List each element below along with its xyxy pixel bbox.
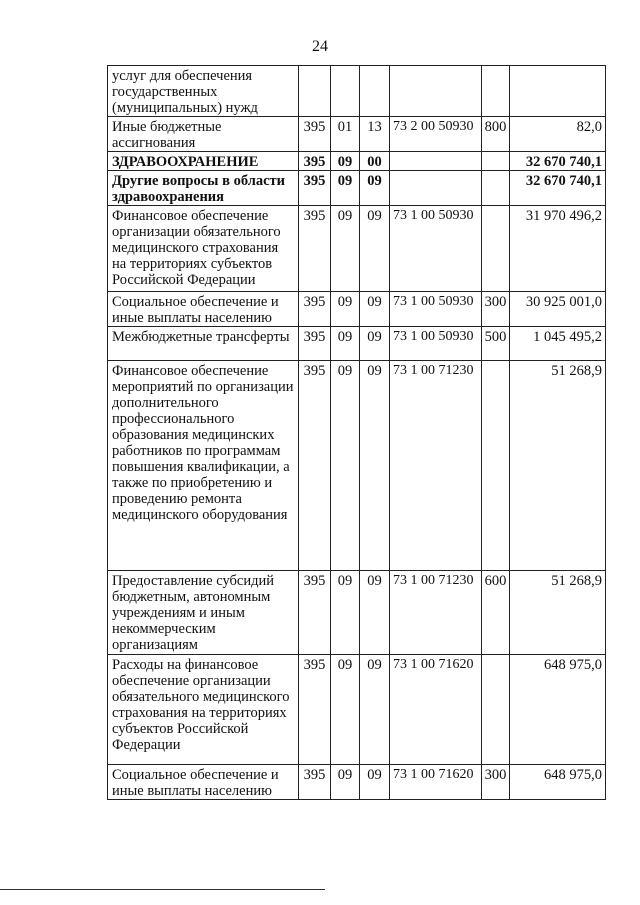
section-code-cell: 09	[331, 655, 360, 765]
amount-cell: 648 975,0	[510, 765, 606, 800]
admin-code-cell: 395	[299, 655, 331, 765]
row-name-cell: ЗДРАВООХРАНЕНИЕ	[108, 152, 299, 171]
target-article-cell: 73 1 00 71230	[390, 361, 482, 571]
expense-type-cell	[482, 152, 510, 171]
amount-cell: 51 268,9	[510, 361, 606, 571]
admin-code-cell: 395	[299, 327, 331, 361]
subsection-code-cell: 09	[360, 171, 390, 206]
amount-cell: 648 975,0	[510, 655, 606, 765]
amount-cell: 32 670 740,1	[510, 171, 606, 206]
row-name-cell: Расходы на финансовое обеспечение организации обязательного медицинского страхования на территориях субъектов Российской Федерации	[108, 655, 299, 765]
subsection-code-cell: 09	[360, 655, 390, 765]
section-code-cell	[331, 66, 360, 117]
target-article-cell: 73 1 00 71620	[390, 765, 482, 800]
subsection-code-cell: 09	[360, 571, 390, 655]
amount-cell	[510, 66, 606, 117]
table-row	[108, 152, 606, 171]
amount-cell: 1 045 495,2	[510, 327, 606, 361]
subsection-code-cell	[360, 66, 390, 117]
row-name-cell: Межбюджетные трансферты	[108, 327, 299, 361]
table-row	[108, 206, 606, 292]
amount-cell: 31 970 496,2	[510, 206, 606, 292]
subsection-code-cell: 09	[360, 765, 390, 800]
expense-type-cell: 300	[482, 292, 510, 327]
section-code-cell: 09	[331, 571, 360, 655]
table-row	[108, 655, 606, 765]
row-name-cell: Финансовое обеспечение организации обязательного медицинского страхования на территориях субъектов Российской Федерации	[108, 206, 299, 292]
target-article-cell	[390, 171, 482, 206]
expense-type-cell: 300	[482, 765, 510, 800]
table-row	[108, 66, 606, 117]
table-row	[108, 765, 606, 800]
section-code-cell: 09	[331, 206, 360, 292]
admin-code-cell: 395	[299, 292, 331, 327]
budget-table	[107, 65, 606, 800]
row-name-cell: Социальное обеспечение и иные выплаты населению	[108, 765, 299, 800]
table-row	[108, 327, 606, 361]
admin-code-cell: 395	[299, 361, 331, 571]
expense-type-cell	[482, 66, 510, 117]
admin-code-cell: 395	[299, 206, 331, 292]
target-article-cell	[390, 152, 482, 171]
target-article-cell: 73 1 00 50930	[390, 206, 482, 292]
section-code-cell: 09	[331, 361, 360, 571]
section-code-cell: 01	[331, 117, 360, 152]
row-name-cell: Иные бюджетные ассигнования	[108, 117, 299, 152]
expense-type-cell	[482, 361, 510, 571]
expense-type-cell	[482, 171, 510, 206]
row-name-cell: Финансовое обеспечение мероприятий по организации дополнительного профессионального образования медицинских работников по программам повышения квалификации, а также по приобретению и проведению ремонта медицинского оборудования	[108, 361, 299, 571]
target-article-cell: 73 2 00 50930	[390, 117, 482, 152]
section-code-cell: 09	[331, 292, 360, 327]
admin-code-cell: 395	[299, 571, 331, 655]
target-article-cell: 73 1 00 71620	[390, 655, 482, 765]
expense-type-cell: 600	[482, 571, 510, 655]
amount-cell: 82,0	[510, 117, 606, 152]
table-row	[108, 571, 606, 655]
target-article-cell: 73 1 00 50930	[390, 327, 482, 361]
section-code-cell: 09	[331, 327, 360, 361]
subsection-code-cell: 00	[360, 152, 390, 171]
row-name-cell: Предоставление субсидий бюджетным, автономным учреждениям и иным некоммерческим организациям	[108, 571, 299, 655]
subsection-code-cell: 13	[360, 117, 390, 152]
target-article-cell	[390, 66, 482, 117]
expense-type-cell	[482, 655, 510, 765]
row-name-cell: Социальное обеспечение и иные выплаты населению	[108, 292, 299, 327]
footer-divider	[0, 889, 325, 890]
row-name-cell: услуг для обеспечения государственных (муниципальных) нужд	[108, 66, 299, 117]
admin-code-cell: 395	[299, 171, 331, 206]
expense-type-cell	[482, 206, 510, 292]
target-article-cell: 73 1 00 71230	[390, 571, 482, 655]
admin-code-cell: 395	[299, 765, 331, 800]
amount-cell: 51 268,9	[510, 571, 606, 655]
admin-code-cell: 395	[299, 152, 331, 171]
page-number: 24	[312, 38, 328, 55]
admin-code-cell	[299, 66, 331, 117]
subsection-code-cell: 09	[360, 206, 390, 292]
subsection-code-cell: 09	[360, 292, 390, 327]
target-article-cell: 73 1 00 50930	[390, 292, 482, 327]
section-code-cell: 09	[331, 765, 360, 800]
section-code-cell: 09	[331, 171, 360, 206]
table-row	[108, 117, 606, 152]
subsection-code-cell: 09	[360, 361, 390, 571]
table-row	[108, 361, 606, 571]
row-name-cell: Другие вопросы в области здравоохранения	[108, 171, 299, 206]
table-row	[108, 171, 606, 206]
admin-code-cell: 395	[299, 117, 331, 152]
expense-type-cell: 800	[482, 117, 510, 152]
amount-cell: 30 925 001,0	[510, 292, 606, 327]
section-code-cell: 09	[331, 152, 360, 171]
amount-cell: 32 670 740,1	[510, 152, 606, 171]
budget-table-body	[108, 66, 606, 800]
subsection-code-cell: 09	[360, 327, 390, 361]
table-row	[108, 292, 606, 327]
expense-type-cell: 500	[482, 327, 510, 361]
